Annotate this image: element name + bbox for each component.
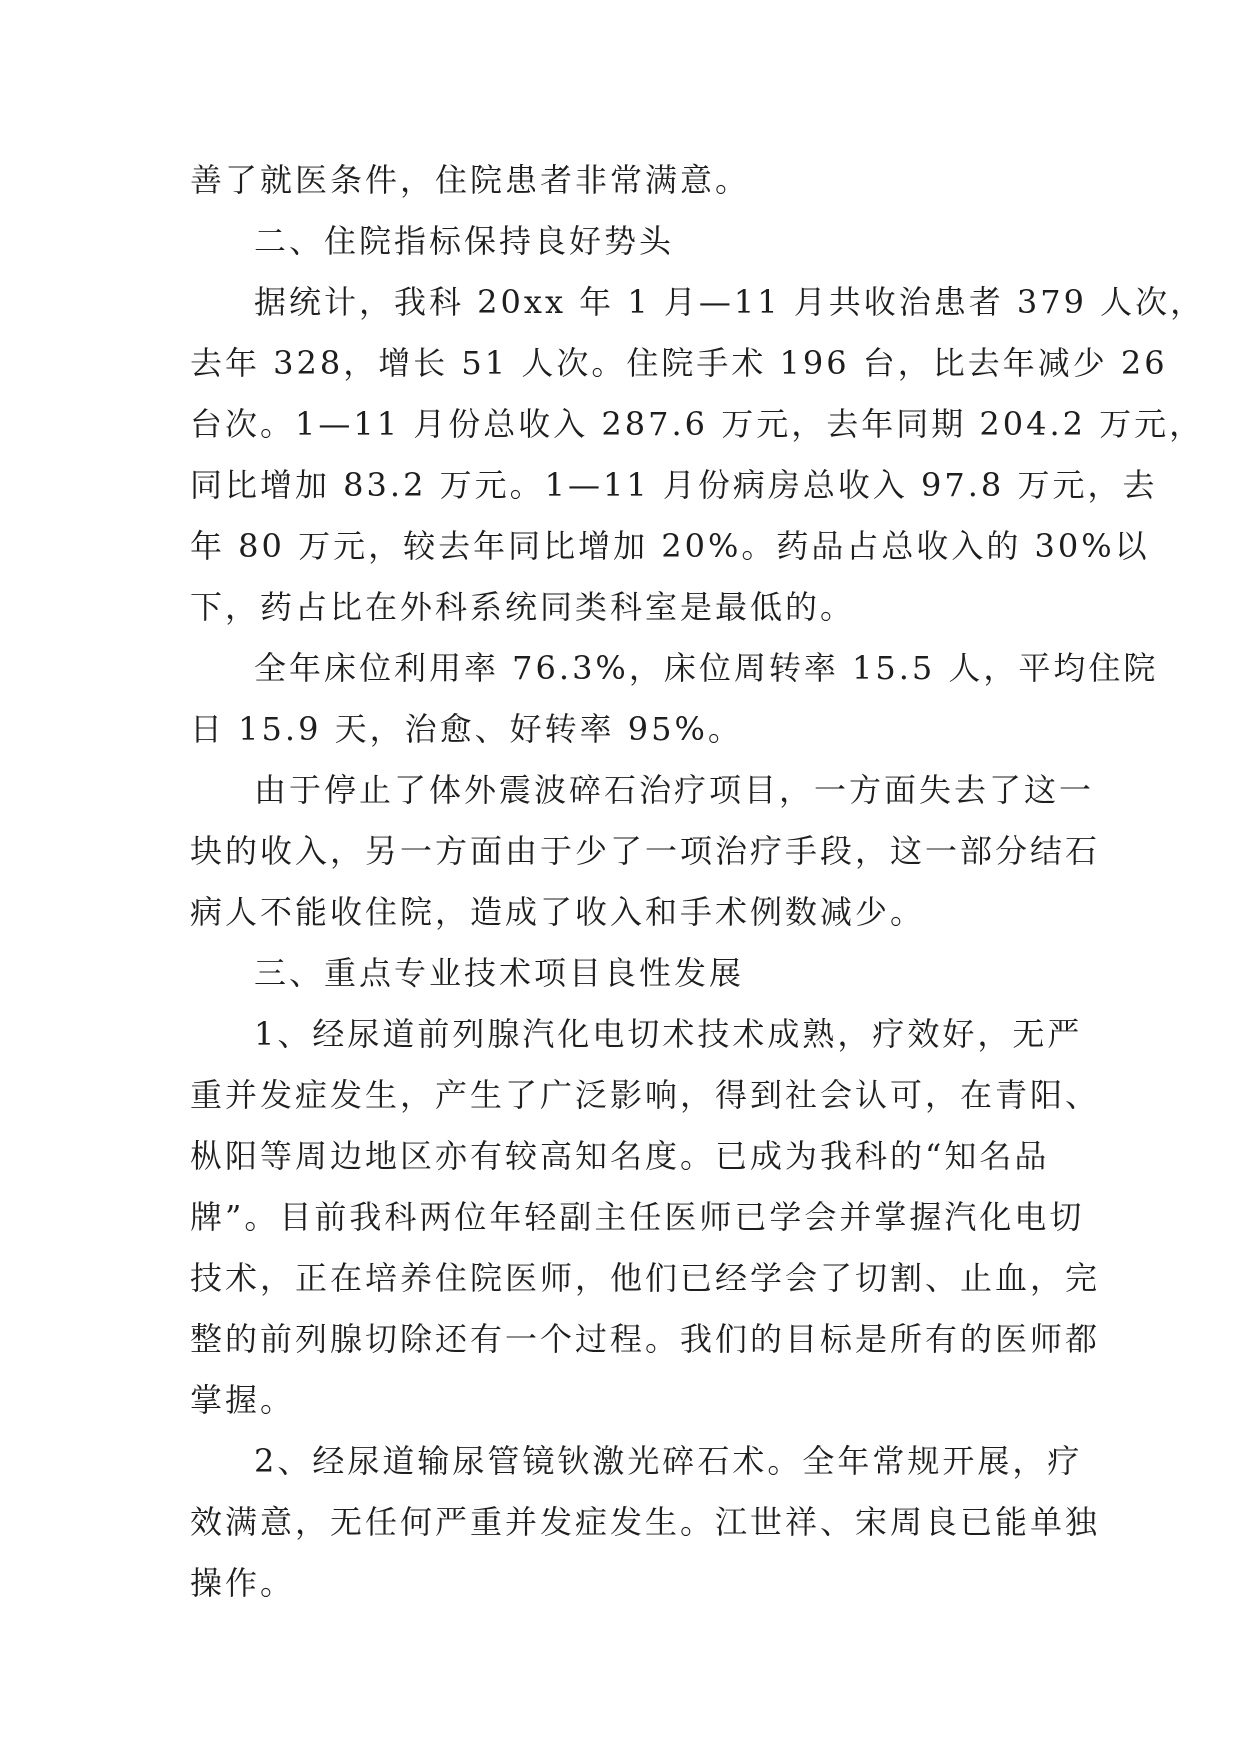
text-line: 掌握。 bbox=[190, 1381, 296, 1419]
text-line: 同比增加 83.2 万元。1—11 月份病房总收入 97.8 万元，去 bbox=[190, 466, 1158, 504]
text-line: 重并发症发生，产生了广泛影响，得到社会认可，在青阳、 bbox=[190, 1076, 1101, 1114]
text-line: 下，药占比在外科系统同类科室是最低的。 bbox=[190, 588, 856, 626]
text-line: 去年 328，增长 51 人次。住院手术 196 台，比去年减少 26 bbox=[190, 344, 1168, 382]
text-line: 枞阳等周边地区亦有较高知名度。已成为我科的“知名品 bbox=[190, 1137, 1050, 1175]
text-line: 据统计，我科 20xx 年 1 月—11 月共收治患者 379 人次， bbox=[254, 283, 1206, 321]
text-line: 台次。1—11 月份总收入 287.6 万元，去年同期 204.2 万元， bbox=[190, 405, 1205, 443]
text-line: 由于停止了体外震波碎石治疗项目，一方面失去了这一 bbox=[254, 771, 1095, 809]
section-heading: 二、住院指标保持良好势头 bbox=[254, 222, 675, 260]
text-line: 日 15.9 天，治愈、好转率 95%。 bbox=[190, 710, 743, 748]
text-line: 2、经尿道输尿管镜钬激光碎石术。全年常规开展，疗 bbox=[254, 1442, 1083, 1480]
text-line: 整的前列腺切除还有一个过程。我们的目标是所有的医师都 bbox=[190, 1320, 1101, 1358]
document-body bbox=[190, 150, 1206, 1614]
text-line: 年 80 万元，较去年同比增加 20%。药品占总收入的 30%以 bbox=[190, 527, 1150, 565]
text-line: 1、经尿道前列腺汽化电切术技术成熟，疗效好，无严 bbox=[254, 1015, 1083, 1053]
section-heading: 三、重点专业技术项目良性发展 bbox=[254, 954, 745, 992]
text-line: 效满意，无任何严重并发症发生。江世祥、宋周良已能单独 bbox=[190, 1503, 1101, 1541]
text-line: 善了就医条件，住院患者非常满意。 bbox=[190, 161, 751, 199]
text-line: 病人不能收住院，造成了收入和手术例数减少。 bbox=[190, 893, 926, 931]
text-line: 全年床位利用率 76.3%，床位周转率 15.5 人，平均住院 bbox=[254, 649, 1159, 687]
text-line: 块的收入，另一方面由于少了一项治疗手段，这一部分结石 bbox=[190, 832, 1101, 870]
text-line: 牌”。目前我科两位年轻副主任医师已学会并掌握汽化电切 bbox=[190, 1198, 1085, 1236]
text-line: 操作。 bbox=[190, 1564, 296, 1602]
text-line: 技术，正在培养住院医师，他们已经学会了切割、止血，完 bbox=[190, 1259, 1101, 1297]
